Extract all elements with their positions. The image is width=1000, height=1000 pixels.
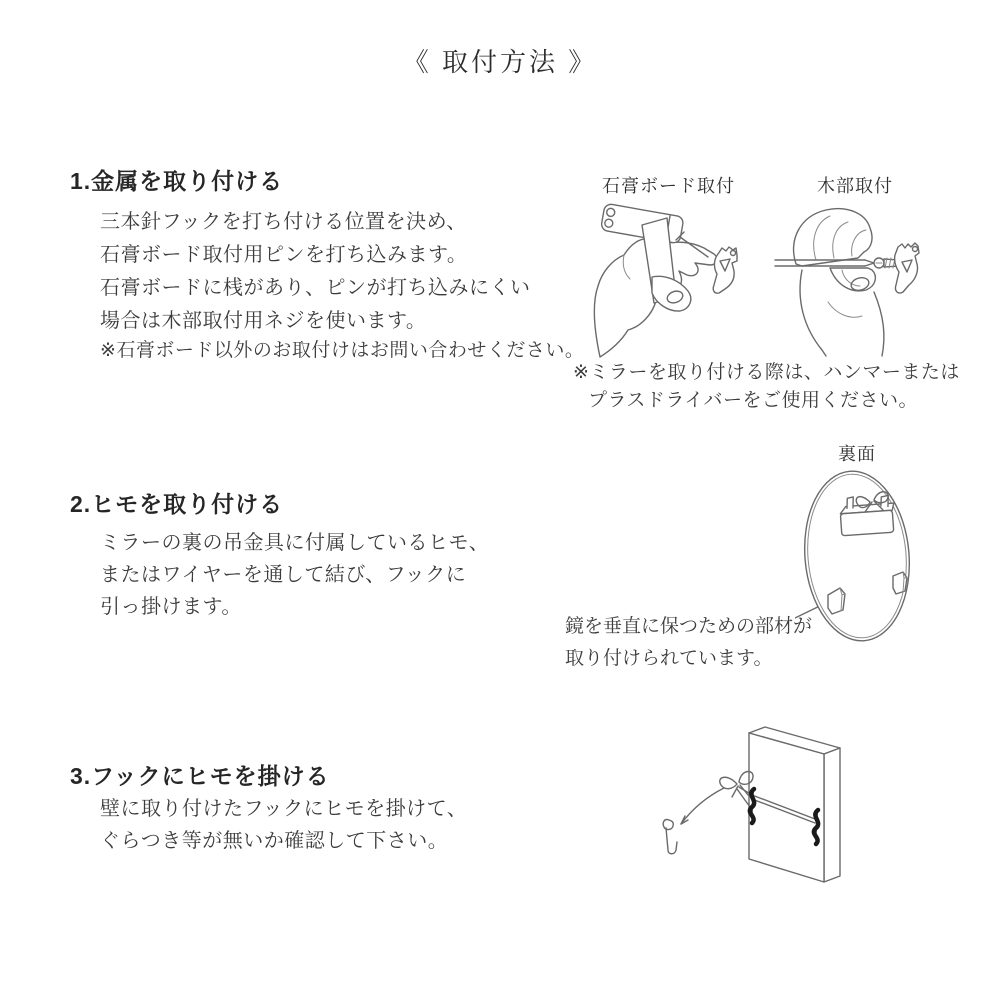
section-2-heading: 2.ヒモを取り付ける <box>70 491 284 517</box>
tools-note-line-2: プラスドライバーをご使用ください。 <box>588 390 918 411</box>
mirror-back-note <box>565 611 812 675</box>
note-line: 取り付けられています。 <box>565 648 773 669</box>
section-2-body <box>100 527 489 623</box>
mirror-back-label: 裏面 <box>838 444 876 464</box>
page-title: 《 取付方法 》 <box>402 47 598 77</box>
tools-note-line-1: ※ミラーを取り付ける際は、ハンマーまたは <box>573 362 960 383</box>
section-1-note: ※石膏ボード以外のお取付けはお問い合わせください。 <box>100 340 585 361</box>
hammer-install-illustration <box>592 197 777 359</box>
body-line: 石膏ボード取付用ピンを打ち込みます。 <box>100 244 468 266</box>
hang-on-hook-illustration <box>640 718 850 893</box>
body-line: 引っ掛けます。 <box>100 596 242 618</box>
body-line: 場合は木部取付用ネジを使います。 <box>100 310 427 332</box>
body-line: 三本針フックを打ち付ける位置を決め、 <box>100 211 467 233</box>
body-line: ぐらつき等が無いか確認して下さい。 <box>100 830 449 852</box>
screwdriver-install-illustration <box>772 200 932 358</box>
section-3-body <box>100 793 467 857</box>
body-line: またはワイヤーを通して結び、フックに <box>100 564 467 586</box>
body-line: ミラーの裏の吊金具に付属しているヒモ、 <box>100 532 490 554</box>
section-1-body <box>100 206 531 338</box>
wood-install-label: 木部取付 <box>817 176 893 196</box>
mirror-back-illustration <box>795 460 920 655</box>
note-line: 鏡を垂直に保つための部材が <box>565 616 813 637</box>
body-line: 石膏ボードに桟があり、ピンが打ち込みにくい <box>100 277 531 299</box>
section-3-heading: 3.フックにヒモを掛ける <box>70 763 330 789</box>
section-1-heading: 1.金属を取り付ける <box>70 168 284 194</box>
body-line: 壁に取り付けたフックにヒモを掛けて、 <box>100 798 468 820</box>
plasterboard-install-label: 石膏ボード取付 <box>602 176 735 196</box>
